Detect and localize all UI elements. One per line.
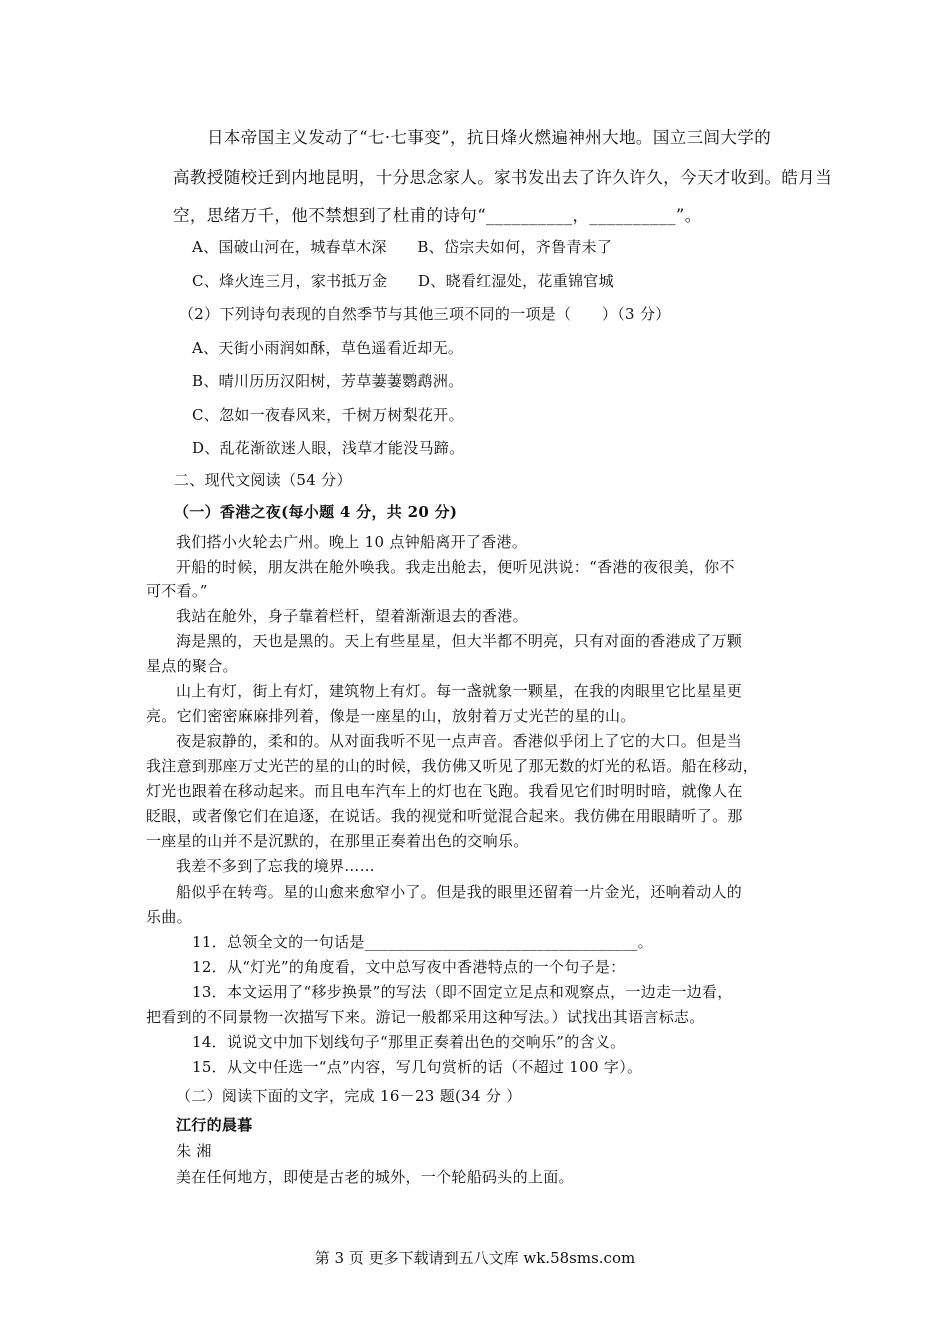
passage1-line: 星点的聚合。 (146, 657, 238, 675)
passage1-title: （一）香港之夜(每小题 4 分，共 20 分) (174, 503, 458, 521)
passage1-line: 夜是寂静的，柔和的。从对面我听不见一点声音。香港似乎闭上了它的大口。但是当 (176, 732, 743, 750)
question-14: 14．说说文中加下划线句子“那里正奏着出色的交响乐”的含义。 (192, 1033, 626, 1051)
intro-line-3: 空，思绪万千，他不禁想到了杜甫的诗句“__________，__________”。 (173, 206, 702, 225)
question-15: 15．从文中任选一“点”内容，写几句赏析的话（不超过 100 字）。 (192, 1058, 643, 1076)
q2-option-c: C、忽如一夜春风来，千树万树梨花开。 (192, 406, 464, 424)
page-footer: 第 3 页 更多下载请到五八文库 wk.58sms.com (314, 1249, 636, 1267)
question-11: 11．总领全文的一句话是___________________________________。 (192, 933, 653, 951)
q2-option-d: D、乱花渐欲迷人眼，浅草才能没马蹄。 (192, 439, 465, 457)
passage1-line: 我们搭小火轮去广州。晚上 10 点钟船离开了香港。 (176, 533, 528, 551)
passage2-intro: （二）阅读下面的文字，完成 16－23 题(34 分 ） (176, 1087, 522, 1105)
intro-line-2: 高教授随校迁到内地昆明，十分思念家人。家书发出去了许久许久，今天才收到。皓月当 (173, 168, 833, 187)
passage1-line: 一座星的山并不是沉默的，在那里正奏着出色的交响乐。 (146, 832, 529, 850)
passage1-line: 船似乎在转弯。星的山愈来愈窄小了。但是我的眼里还留着一片金光，还响着动人的 (176, 883, 743, 901)
passage1-line: 我站在舱外，身子靠着栏杆，望着渐渐退去的香港。 (176, 607, 528, 625)
q2-option-b: B、晴川历历汉阳树，芳草萋萋鹦鹉洲。 (192, 372, 464, 390)
intro-line-1: 日本帝国主义发动了“七·七事变”，抗日烽火燃遍神州大地。国立三闾大学的 (207, 128, 772, 147)
passage1-line: 亮。它们密密麻麻排列着，像是一座星的山，放射着万丈光芒的星的山。 (146, 707, 636, 725)
passage1-line: 灯光也跟着在移动起来。而且电车汽车上的灯也在飞跑。我看见它们时明时暗，就像人在 (146, 782, 743, 800)
passage1-line: 乐曲。 (146, 908, 192, 926)
question-13: 13．本文运用了“移步换景”的写法（即不固定立足点和观察点，一边走一边看， (192, 983, 733, 1001)
passage2-author: 朱 湘 (176, 1142, 212, 1160)
question-13-cont: 把看到的不同景物一次描写下来。游记一般都采用这种写法。）试找出其语言标志。 (146, 1008, 705, 1026)
passage1-line: 开船的时候，朋友洪在舱外唤我。我走出舱去，便听见洪说：“香港的夜很美，你不 (176, 558, 735, 576)
question-2: （2）下列诗句表现的自然季节与其他三项不同的一项是（ ）（3 分） (179, 305, 671, 323)
option-line-1: A、国破山河在，城春草木深 B、岱宗夫如何，齐鲁青未了 (192, 238, 613, 256)
passage1-line: 我注意到那座万丈光芒的星的山的时候，我仿佛又听见了那无数的灯光的私语。船在移动， (146, 757, 759, 775)
passage1-line: 山上有灯，街上有灯，建筑物上有灯。每一盏就象一颗星，在我的肉眼里它比星星更 (176, 682, 743, 700)
passage1-line: 眨眼，或者像它们在追逐，在说话。我的视觉和听觉混合起来。我仿佛在用眼睛听了。那 (146, 807, 743, 825)
q2-option-a: A、天街小雨润如酥，草色遥看近却无。 (192, 339, 464, 357)
passage1-line: 海是黑的，天也是黑的。天上有些星星，但大半都不明亮，只有对面的香港成了万颗 (176, 632, 743, 650)
question-12: 12．从“灯光”的角度看，文中总写夜中香港特点的一个句子是： (192, 958, 626, 976)
passage1-line: 可不看。” (146, 582, 208, 600)
passage2-title: 江行的晨暮 (176, 1116, 253, 1134)
passage1-line: 我差不多到了忘我的境界…… (176, 857, 375, 875)
passage2-first-line: 美在任何地方，即使是古老的城外，一个轮船码头的上面。 (176, 1168, 574, 1186)
section-title: 二、现代文阅读（54 分） (174, 471, 352, 489)
option-line-2: C、烽火连三月，家书抵万金 D、晓看红湿处，花重锦官城 (192, 272, 614, 290)
